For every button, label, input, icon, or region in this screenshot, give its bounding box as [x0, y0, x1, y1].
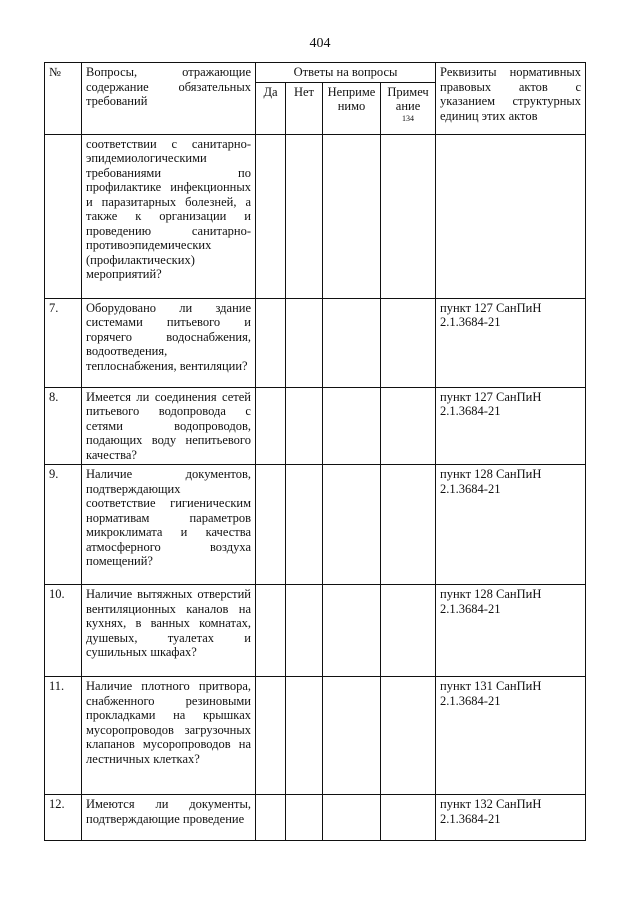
row-number: 12.	[45, 795, 82, 841]
row-reference	[436, 134, 586, 298]
page-number: 404	[309, 36, 331, 51]
cell-note	[381, 134, 436, 298]
cell-note	[381, 795, 436, 841]
header-row-top	[45, 63, 586, 83]
row-reference: пункт 128 СанПиН 2.1.3684-21	[436, 585, 586, 677]
row-question: Наличие вытяжных отверстий вентиляционных каналов на кухнях, в ванных комнатах, душевых, туалетах и сушильных шкафах?	[82, 585, 256, 677]
cell-note	[381, 387, 436, 465]
cell-no	[286, 795, 323, 841]
row-reference: пункт 128 СанПиН 2.1.3684-21	[436, 465, 586, 585]
row-number	[45, 134, 82, 298]
row-question: Имеются ли документы, подтверждающие проведение	[82, 795, 256, 841]
table-row	[45, 465, 586, 585]
row-question: Имеется ли соединения сетей питьевого водопровода с сетями водопроводов, подающих воду непитьевого качества?	[82, 387, 256, 465]
header-note	[381, 82, 436, 134]
cell-not-applicable	[323, 298, 381, 387]
cell-note	[381, 298, 436, 387]
header-questions: Вопросы, отражающие содержание обязательных требований	[82, 63, 256, 135]
cell-no	[286, 134, 323, 298]
row-number: 11.	[45, 677, 82, 795]
cell-no	[286, 585, 323, 677]
row-reference: пункт 131 СанПиН 2.1.3684-21	[436, 677, 586, 795]
table-row	[45, 298, 586, 387]
table-row	[45, 585, 586, 677]
checklist-table	[44, 62, 586, 841]
cell-yes	[256, 387, 286, 465]
row-reference: пункт 132 СанПиН 2.1.3684-21	[436, 795, 586, 841]
header-yes: Да	[256, 82, 286, 134]
table-row	[45, 387, 586, 465]
header-note-label: Примечание	[387, 84, 429, 113]
header-not-applicable: Неприменимо	[323, 82, 381, 134]
header-requisites: Реквизиты нормативных правовых актов с указанием структурных единиц этих актов	[436, 63, 586, 135]
row-question: соответствии с санитарно-эпидемиологическими требованиями по профилактике инфекционных и паразитарных болезней, а также к организации и проведению санитарно-противоэпидемических (профилактических) мероприятий?	[82, 134, 256, 298]
cell-yes	[256, 465, 286, 585]
cell-yes	[256, 585, 286, 677]
row-number: 8.	[45, 387, 82, 465]
row-reference: пункт 127 СанПиН 2.1.3684-21	[436, 298, 586, 387]
cell-not-applicable	[323, 387, 381, 465]
table-row	[45, 677, 586, 795]
header-answers: Ответы на вопросы	[256, 63, 436, 83]
cell-no	[286, 465, 323, 585]
header-note-footnote: 134	[402, 113, 415, 123]
cell-note	[381, 585, 436, 677]
row-number: 7.	[45, 298, 82, 387]
row-number: 10.	[45, 585, 82, 677]
row-question: Оборудовано ли здание системами питьевого и горячего водоснабжения, водоотведения, теплоснабжения, вентиляции?	[82, 298, 256, 387]
cell-yes	[256, 795, 286, 841]
cell-yes	[256, 134, 286, 298]
header-no: Нет	[286, 82, 323, 134]
cell-not-applicable	[323, 585, 381, 677]
cell-yes	[256, 677, 286, 795]
row-reference: пункт 127 СанПиН 2.1.3684-21	[436, 387, 586, 465]
table-row	[45, 134, 586, 298]
row-question: Наличие плотного притвора, снабженного резиновыми прокладками на крышках мусоропроводов загрузочных клапанов мусоропроводов на лестничных клетках?	[82, 677, 256, 795]
cell-note	[381, 677, 436, 795]
cell-no	[286, 677, 323, 795]
cell-not-applicable	[323, 465, 381, 585]
header-number: №	[45, 63, 82, 135]
row-number: 9.	[45, 465, 82, 585]
cell-no	[286, 298, 323, 387]
cell-not-applicable	[323, 677, 381, 795]
cell-no	[286, 387, 323, 465]
cell-note	[381, 465, 436, 585]
table-row	[45, 795, 586, 841]
row-question: Наличие документов, подтверждающих соответствие гигиеническим нормативам параметров микроклимата и качества атмосферного воздуха помещений?	[82, 465, 256, 585]
cell-yes	[256, 298, 286, 387]
cell-not-applicable	[323, 134, 381, 298]
cell-not-applicable	[323, 795, 381, 841]
